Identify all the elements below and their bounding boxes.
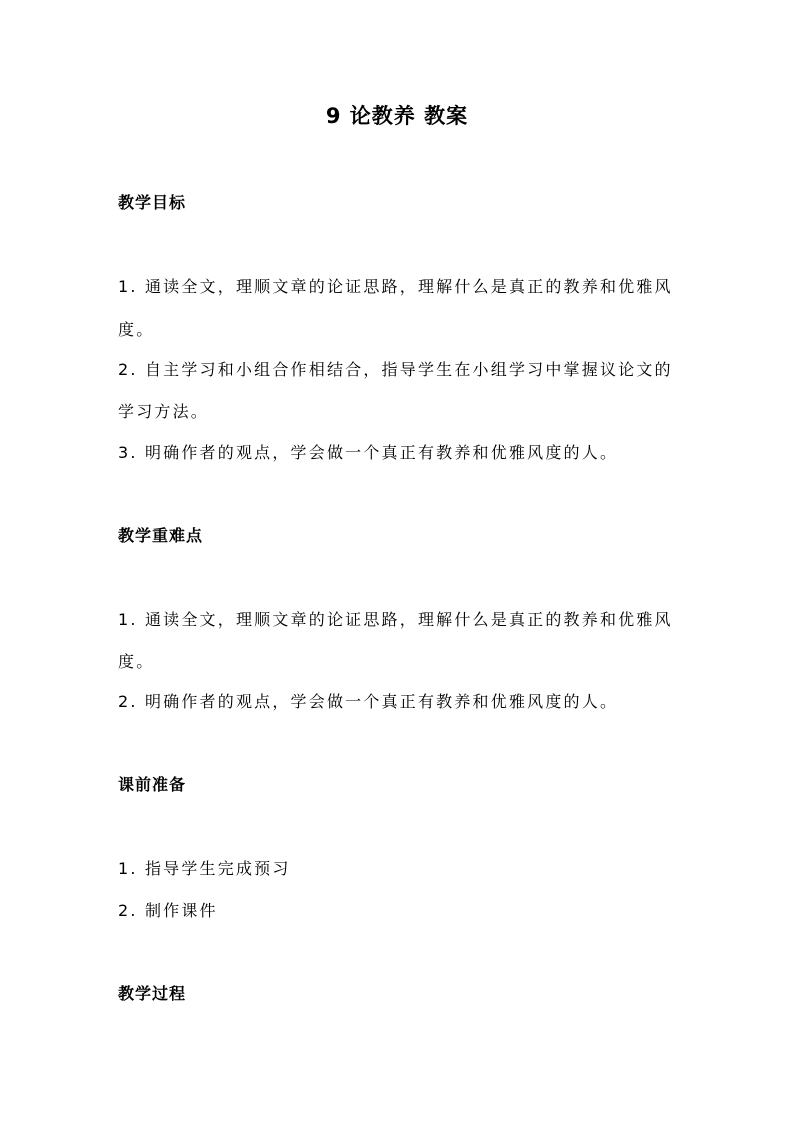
paragraph-line: 1. 通读全文，理顺文章的论证思路，理解什么是真正的教养和优雅风: [118, 610, 673, 629]
paragraph-line: 2. 制作课件: [118, 901, 218, 920]
paragraph-line: 1. 指导学生完成预习: [118, 859, 291, 878]
paragraph-line: 学习方法。: [118, 402, 210, 421]
paragraph-line: 1. 通读全文，理顺文章的论证思路，理解什么是真正的教养和优雅风: [118, 277, 673, 296]
section-heading-teaching-process: 教学过程: [118, 984, 187, 1003]
paragraph-line: 度。: [118, 652, 155, 671]
paragraph-line: 3. 明确作者的观点，学会做一个真正有教养和优雅风度的人。: [118, 443, 619, 462]
section-heading-preparation: 课前准备: [118, 775, 187, 794]
paragraph-line: 2. 明确作者的观点，学会做一个真正有教养和优雅风度的人。: [118, 692, 619, 711]
document-title: 9 论教养 教案: [325, 104, 469, 128]
section-heading-key-points: 教学重难点: [118, 526, 204, 545]
paragraph-line: 度。: [118, 320, 155, 339]
section-heading-teaching-goals: 教学目标: [118, 193, 187, 212]
paragraph-line: 2. 自主学习和小组合作相结合，指导学生在小组学习中掌握议论文的: [118, 360, 673, 379]
